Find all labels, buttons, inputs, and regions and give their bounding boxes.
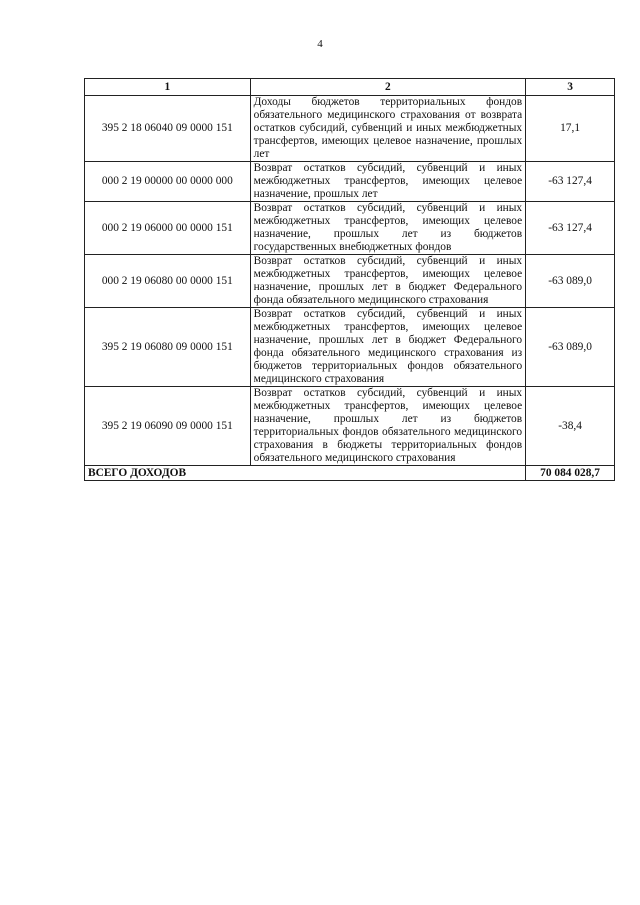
description-cell: Возврат остатков субсидий, субвенций и иных межбюджетных трансфертов, имеющих целевое назначение, прошлых лет из бюджетов государственных внебюджетных фондов — [250, 202, 526, 255]
amount-cell: -63 089,0 — [526, 308, 615, 387]
budget-code-cell: 395 2 18 06040 09 0000 151 — [85, 96, 251, 162]
amount-cell: -38,4 — [526, 387, 615, 466]
amount-cell: -63 127,4 — [526, 162, 615, 202]
table-row — [85, 387, 615, 466]
page-number: 4 — [317, 38, 323, 50]
budget-code-cell: 000 2 19 06000 00 0000 151 — [85, 202, 251, 255]
budget-code-cell: 000 2 19 00000 00 0000 000 — [85, 162, 251, 202]
total-amount: 70 084 028,7 — [526, 466, 615, 481]
revenue-table — [84, 78, 615, 481]
budget-code-cell: 000 2 19 06080 00 0000 151 — [85, 255, 251, 308]
description-cell: Возврат остатков субсидий, субвенций и иных межбюджетных трансфертов, имеющих целевое назначение, прошлых лет в бюджет Федерального фонда обязательного медицинского страхования — [250, 255, 526, 308]
column-header-1: 1 — [85, 79, 251, 96]
table-row — [85, 308, 615, 387]
description-cell: Возврат остатков субсидий, субвенций и иных межбюджетных трансфертов, имеющих целевое назначение, прошлых лет в бюджет Федерального фонда обязательного медицинского страхования из бюджетов территориальных фондов обязательного медицинского страхования — [250, 308, 526, 387]
amount-cell: 17,1 — [526, 96, 615, 162]
total-row — [85, 466, 615, 481]
amount-cell: -63 127,4 — [526, 202, 615, 255]
table-row — [85, 202, 615, 255]
description-cell: Доходы бюджетов территориальных фондов обязательного медицинского страхования от возврата остатков субсидий, субвенций и иных межбюджетных трансфертов, имеющих целевое назначение, прошлых лет — [250, 96, 526, 162]
table-header-row — [85, 79, 615, 96]
budget-code-cell: 395 2 19 06080 09 0000 151 — [85, 308, 251, 387]
table-row — [85, 162, 615, 202]
budget-code-cell: 395 2 19 06090 09 0000 151 — [85, 387, 251, 466]
table-row — [85, 96, 615, 162]
table-row — [85, 255, 615, 308]
column-header-3: 3 — [526, 79, 615, 96]
column-header-2: 2 — [250, 79, 526, 96]
total-label: ВСЕГО ДОХОДОВ — [85, 466, 526, 481]
amount-cell: -63 089,0 — [526, 255, 615, 308]
description-cell: Возврат остатков субсидий, субвенций и иных межбюджетных трансфертов, имеющих целевое назначение, прошлых лет — [250, 162, 526, 202]
description-cell: Возврат остатков субсидий, субвенций и иных межбюджетных трансфертов, имеющих целевое назначение, прошлых лет из бюджетов территориальных фондов обязательного медицинского страхования в бюджеты территориальных фондов обязательного медицинского страхования — [250, 387, 526, 466]
